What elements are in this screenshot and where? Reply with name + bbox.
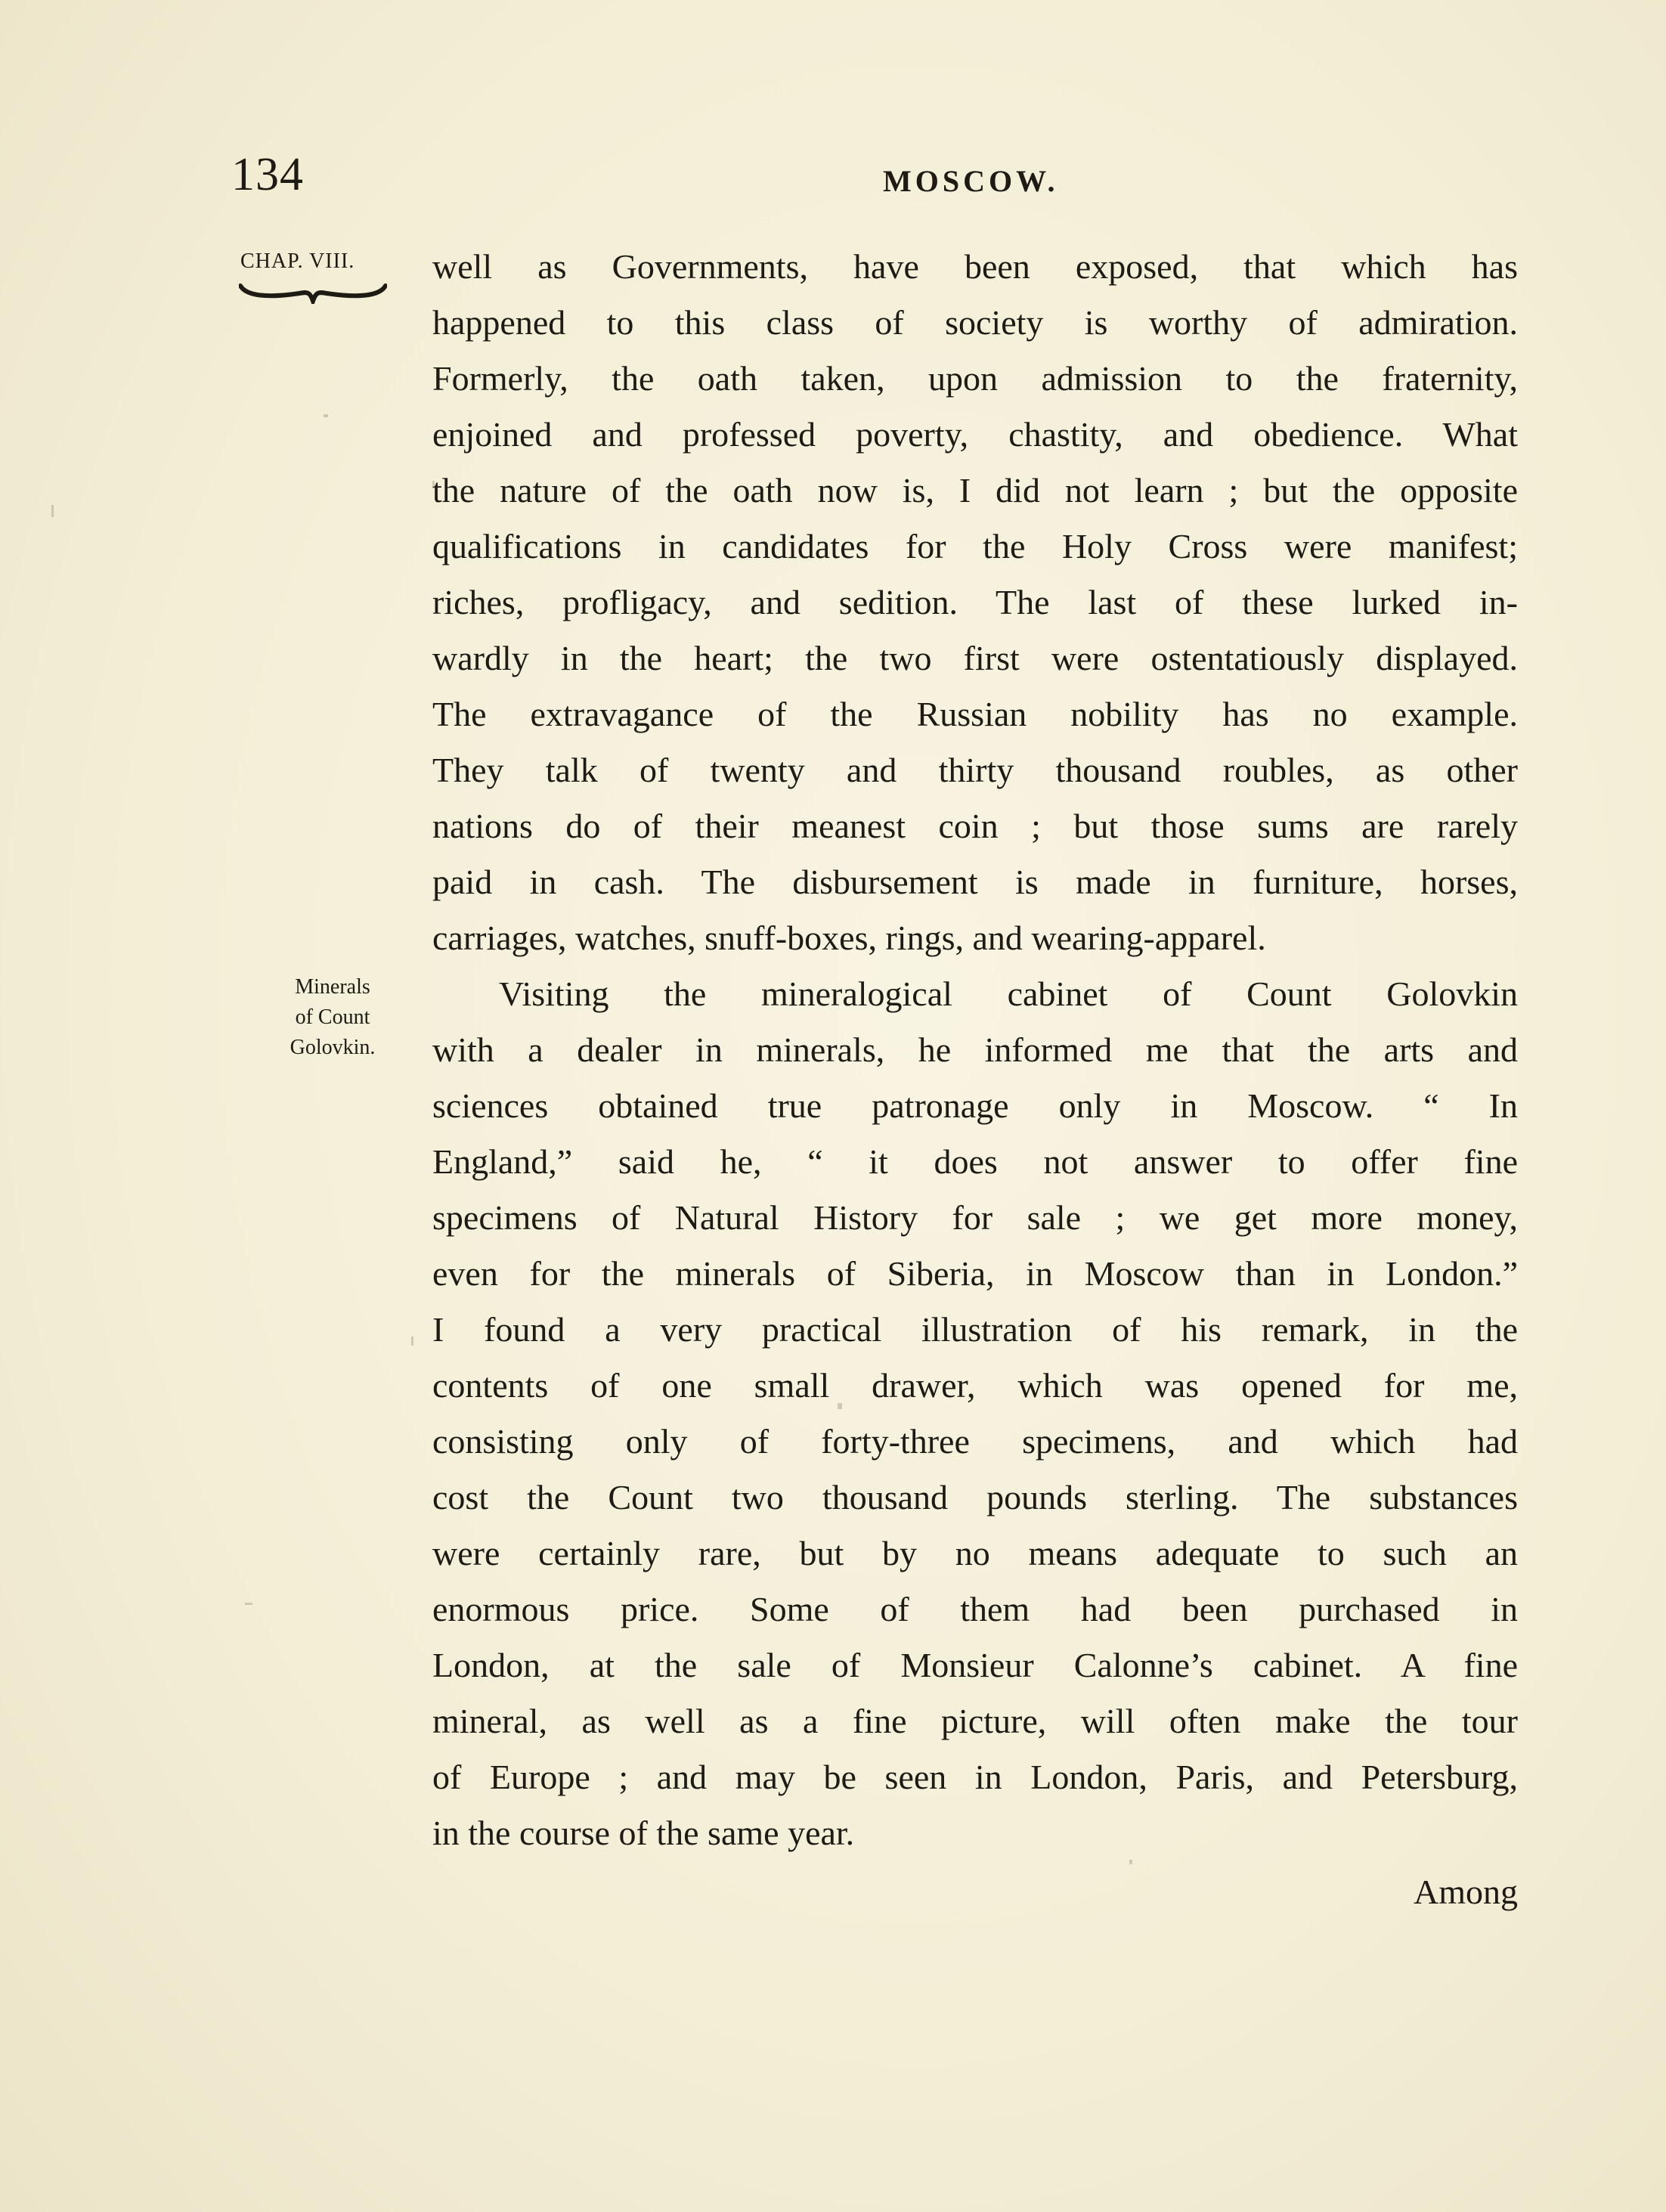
text-line: contents of one small drawer, which was opened for me,: [432, 1366, 1518, 1405]
sidenote-line: Minerals: [295, 975, 370, 999]
body-text: [432, 239, 1518, 1861]
chapter-brace-ornament: [239, 281, 387, 304]
text-line: paid in cash. The disbursement is made in furniture, horses,: [432, 863, 1518, 901]
catchword: Among: [1414, 1873, 1518, 1911]
text-line: nations do of their meanest coin ; but those sums are rarely: [432, 807, 1518, 845]
sidenote-line: of Count: [295, 1005, 370, 1029]
paper-speck: [51, 505, 54, 517]
text-line: carriages, watches, snuff-boxes, rings, and wearing-apparel.: [432, 919, 1266, 957]
paper-speck: [838, 1403, 842, 1409]
text-line: enjoined and professed poverty, chastity, and obedience. What: [432, 415, 1518, 454]
page-number: 134: [231, 149, 304, 200]
text-line: The extravagance of the Russian nobility has no example.: [432, 695, 1518, 733]
sidenote-line: Golovkin.: [290, 1036, 376, 1059]
paper-speck: [411, 1337, 413, 1346]
text-line: even for the minerals of Siberia, in Moscow than in London.”: [432, 1254, 1518, 1293]
paper-speck: [1129, 1860, 1132, 1864]
text-line: qualifications in candidates for the Holy Cross were manifest;: [432, 527, 1518, 565]
margin-sidenote: [272, 972, 393, 1063]
text-line: They talk of twenty and thirty thousand roubles, as other: [432, 751, 1518, 789]
text-line: Formerly, the oath taken, upon admission to the fraternity,: [432, 359, 1518, 398]
text-line: wardly in the heart; the two first were ostentatiously displayed.: [432, 639, 1518, 677]
text-line: were certainly rare, but by no means adequate to such an: [432, 1534, 1518, 1572]
text-line: happened to this class of society is worthy of admiration.: [432, 303, 1518, 342]
paper-speck: [245, 1603, 252, 1605]
paragraph-start-line: Visiting the mineralogical cabinet of Count Golovkin: [499, 974, 1518, 1013]
chapter-label: CHAP. VIII.: [240, 249, 355, 273]
text-line: sciences obtained true patronage only in Moscow. “ In: [432, 1086, 1518, 1125]
text-line: England,” said he, “ it does not answer to offer fine: [432, 1142, 1518, 1181]
paper-speck: [324, 414, 328, 417]
text-line: mineral, as well as a fine picture, will often make the tour: [432, 1702, 1518, 1740]
text-line: riches, profligacy, and sedition. The last of these lurked in-: [432, 583, 1518, 621]
text-line: consisting only of forty-three specimens, and which had: [432, 1422, 1518, 1461]
running-head: MOSCOW.: [883, 164, 1059, 198]
paper-speck: [432, 481, 435, 488]
text-line: specimens of Natural History for sale ; we get more money,: [432, 1198, 1518, 1237]
text-line: well as Governments, have been exposed, that which has: [432, 247, 1518, 286]
text-line: the nature of the oath now is, I did not learn ; but the opposite: [432, 471, 1518, 510]
text-line: cost the Count two thousand pounds sterling. The substances: [432, 1478, 1518, 1516]
text-line: enormous price. Some of them had been purchased in: [432, 1590, 1518, 1628]
text-line: in the course of the same year.: [432, 1814, 855, 1852]
text-line: I found a very practical illustration of his remark, in the: [432, 1310, 1518, 1349]
text-line: London, at the sale of Monsieur Calonne’s cabinet. A fine: [432, 1646, 1518, 1684]
text-line: of Europe ; and may be seen in London, Paris, and Petersburg,: [432, 1758, 1518, 1796]
text-line: with a dealer in minerals, he informed me that the arts and: [432, 1030, 1518, 1069]
